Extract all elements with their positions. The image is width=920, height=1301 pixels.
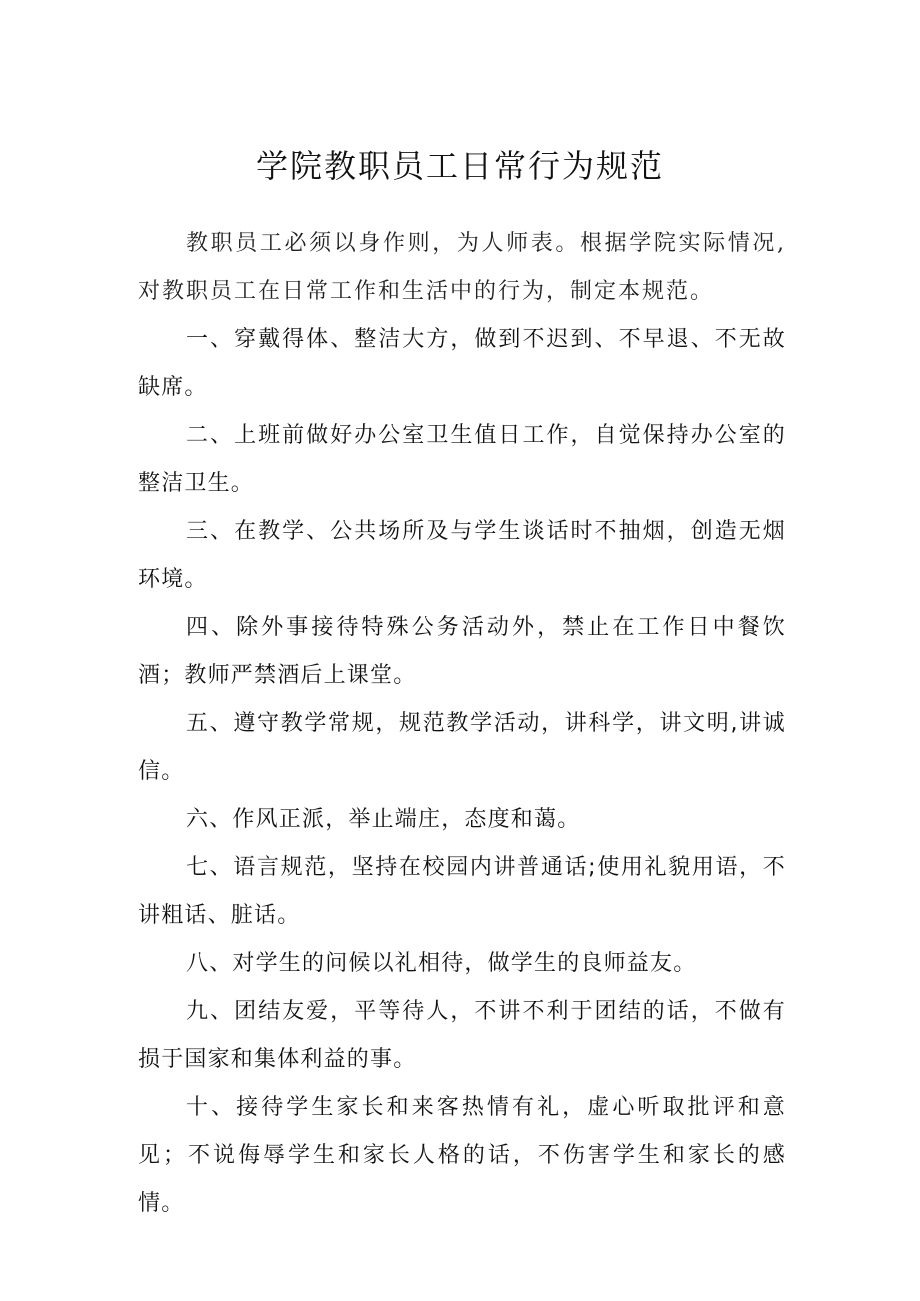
rule-item-10: 十、接待学生家长和来客热情有礼，虚心听取批评和意见；不说侮辱学生和家长人格的话，不伤害学生和家长的感情。 — [138, 1095, 786, 1216]
rule-item-8: 八、对学生的问候以礼相待，做学生的良师益友。 — [186, 951, 697, 976]
document-title: 学院教职员工日常行为规范 — [255, 147, 664, 185]
document-body — [138, 220, 786, 1228]
rule-item-9: 九、团结友爱，平等待人，不讲不利于团结的话，不做有损于国家和集体利益的事。 — [138, 999, 786, 1072]
rule-item-5: 五、遵守教学常规，规范教学活动，讲科学，讲文明,讲诚信。 — [138, 711, 786, 784]
rule-item-3: 三、在教学、公共场所及与学生谈话时不抽烟，创造无烟环境。 — [138, 519, 786, 592]
rule-item-1: 一、穿戴得体、整洁大方，做到不迟到、不早退、不无故缺席。 — [138, 327, 786, 400]
rule-item-6: 六、作风正派，举止端庄，态度和蔼。 — [186, 807, 581, 832]
rule-item-4: 四、除外事接待特殊公务活动外，禁止在工作日中餐饮酒；教师严禁酒后上课堂。 — [138, 615, 786, 688]
rule-item-7: 七、语言规范，坚持在校园内讲普通话;使用礼貌用语，不讲粗话、脏话。 — [138, 855, 786, 928]
intro-paragraph: 教职员工必须以身作则，为人师表。根据学院实际情况,对教职员工在日常工作和生活中的行为，制定本规范。 — [138, 231, 786, 304]
rule-item-2: 二、上班前做好办公室卫生值日工作，自觉保持办公室的整洁卫生。 — [138, 423, 786, 496]
